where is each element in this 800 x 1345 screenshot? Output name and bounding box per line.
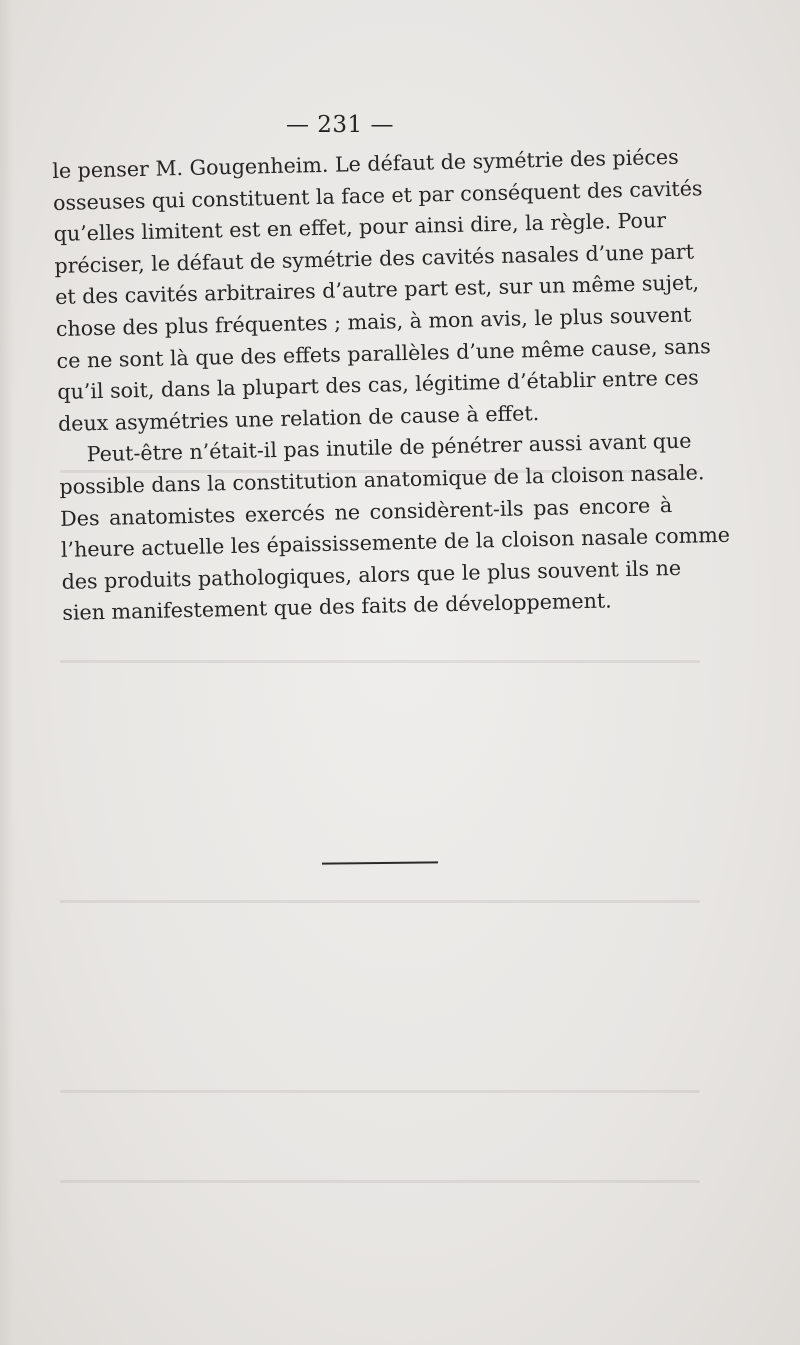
text-line: possible dans la constitution anatomique de la cloison nasale. (59, 460, 705, 499)
text-line: chose des plus fréquentes ; mais, à mon avis, le plus souvent (55, 302, 692, 341)
bleed-through-mark (60, 1090, 700, 1093)
paragraph (52, 142, 711, 440)
text-line: l’heure actuelle les épaississemente de la cloison nasale comme (60, 522, 731, 563)
text-line: des produits pathologiques, alors que le plus souvent ils ne (61, 555, 682, 594)
text-line: le penser M. Gougenheim. Le défaut de symétrie des piéces (52, 144, 679, 183)
text-line: sien manifestement que des faits de développement. (62, 588, 612, 626)
text-line: Peut-être n’était-il pas inutile de pénétrer aussi avant que (86, 428, 692, 467)
text-line: et des cavités arbitraires d’autre part est, sur un même sujet, (54, 270, 700, 310)
text-line: ce ne sont là que des effets parallèles d’une même cause, sans (56, 333, 711, 373)
binding-shadow (0, 0, 14, 1345)
bleed-through-mark (60, 1180, 700, 1183)
text-line: qu’il soit, dans la plupart des cas, légitime d’établir entre ces (57, 365, 699, 405)
text-line: préciser, le défaut de symétrie des cavités nasales d’une part (54, 239, 695, 278)
bleed-through-mark (60, 660, 700, 663)
body-text (52, 142, 731, 630)
page-number: — 231 — (285, 112, 395, 138)
text-line: deux asymétries une relation de cause à effet. (57, 400, 540, 436)
text-line: qu’elles limitent est en effet, pour ainsi dire, la règle. Pour (53, 208, 667, 247)
bleed-through-mark (60, 900, 700, 903)
paragraph (58, 426, 731, 629)
text-line: Des anatomistes exercés ne considèrent-ils pas encore à (59, 492, 673, 531)
text-line: osseuses qui constituent la face et par conséquent des cavités (52, 175, 703, 215)
